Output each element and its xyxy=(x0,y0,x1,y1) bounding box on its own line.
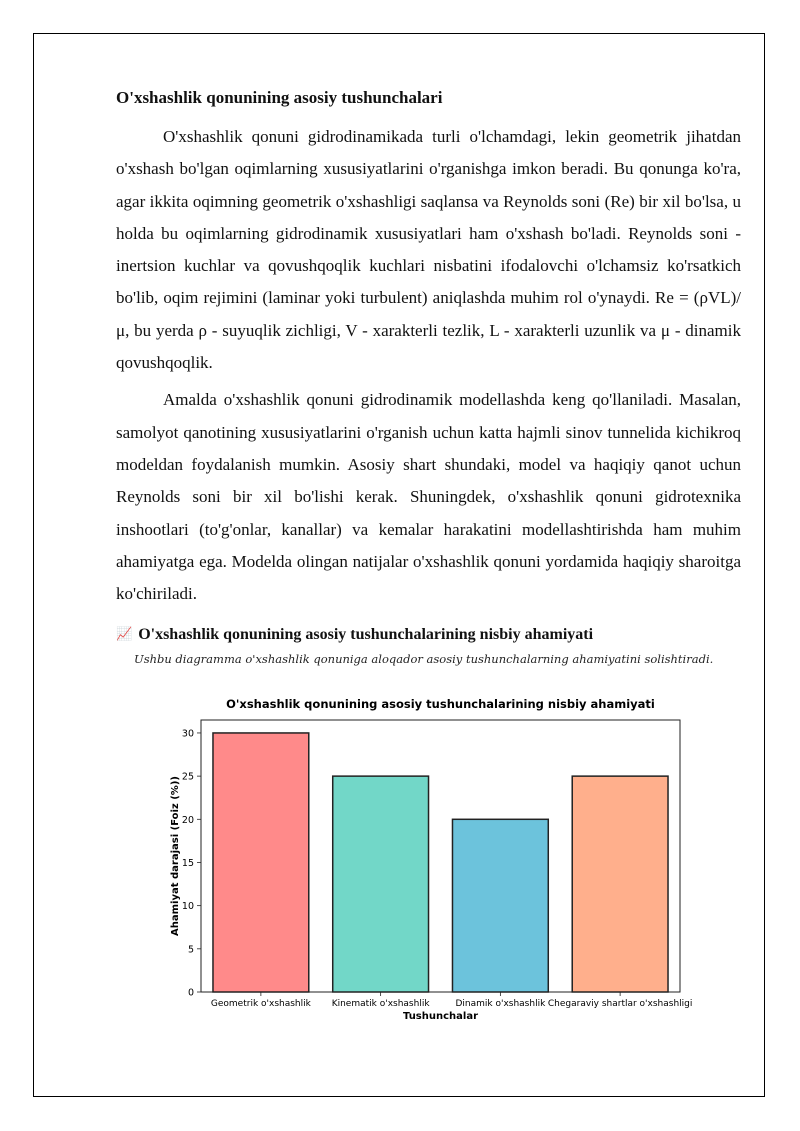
section-heading: O'xshashlik qonunining asosiy tushunchalari xyxy=(116,88,443,107)
bar-chart xyxy=(150,688,710,1033)
paragraph-1: O'xshashlik qonuni gidrodinamikada turli o'lchamdagi, lekin geometrik jihatdan o'xshash bo'lgan oqimlarning xususiyatlarini o'rganishga imkon beradi. Bu qonunga ko'ra, agar ikkita oqimning geometrik o'xshashligi saqlansa va Reynolds soni (Re) bir xil bo'lsa, u holda bu oqimlarning gidrodinamik xususiyatlari ham o'xshash bo'ladi. Reynolds soni - inertsion kuchlar va qovushqoqlik kuchlari nisbatini ifodalovchi o'lchamsiz ko'rsatkich bo'lib, oqim rejimini (laminar yoki turbulent) aniqlashda muhim rol o'ynaydi. Re = (ρVL)/μ, bu yerda ρ - suyuqlik zichligi, V - xarakterli tezlik, L - xarakterli uzunlik va μ - dinamik qovushqoqlik. xyxy=(116,127,741,373)
y-tick-label: 15 xyxy=(181,857,194,869)
x-axis-label: Tushunchalar xyxy=(402,1011,479,1022)
chart-icon: 📈 xyxy=(116,627,133,643)
bar-1 xyxy=(213,733,309,992)
paragraph-2: Amalda o'xshashlik qonuni gidrodinamik modellashda keng qo'llaniladi. Masalan, samolyot qanotining xususiyatlarini o'rganish uchun katta hajmli sinov tunnelida kichikroq modeldan foydalanish mumkin. Asosiy shart shundaki, model va haqiqiy qanot uchun Reynolds soni bir xil bo'lishi kerak. Shuningdek, o'xshashlik qonuni gidrotexnika inshootlari (to'g'onlar, kanallar) va kemalar harakatini modellashtirishda ham muhim ahamiyatga ega. Modelda olingan natijalar o'xshashlik qonuni yordamida haqiqiy sharoitga ko'chiriladi. xyxy=(116,390,741,604)
figure-caption: Ushbu diagramma o'xshashlik qonuniga aloqador asosiy tushunchalarning ahamiyatini solishtiradi. xyxy=(134,652,714,667)
x-tick-label: Kinematik o'xshashlik xyxy=(331,999,430,1009)
y-tick-label: 5 xyxy=(187,944,194,956)
bar-3 xyxy=(452,819,548,992)
chart-title: O'xshashlik qonunining asosiy tushunchalarining nisbiy ahamiyati xyxy=(226,697,655,711)
y-tick-label: 10 xyxy=(181,901,194,913)
bar-4 xyxy=(572,776,668,992)
bar-2 xyxy=(333,776,429,992)
y-tick-label: 30 xyxy=(181,728,194,740)
x-tick-label: Geometrik o'xshashlik xyxy=(210,999,311,1009)
y-tick-label: 25 xyxy=(181,771,194,783)
document-body xyxy=(116,86,741,666)
figure-title xyxy=(116,624,741,646)
x-tick-label: Chegaraviy shartlar o'xshashligi xyxy=(547,999,693,1009)
x-tick-label: Dinamik o'xshashlik xyxy=(455,999,546,1009)
y-tick-label: 20 xyxy=(181,814,194,826)
y-axis-label: Ahamiyat darajasi (Foiz (%)) xyxy=(170,776,181,936)
figure-title-text: O'xshashlik qonunining asosiy tushunchalarining nisbiy ahamiyati xyxy=(138,626,594,644)
y-tick-label: 0 xyxy=(187,987,194,999)
